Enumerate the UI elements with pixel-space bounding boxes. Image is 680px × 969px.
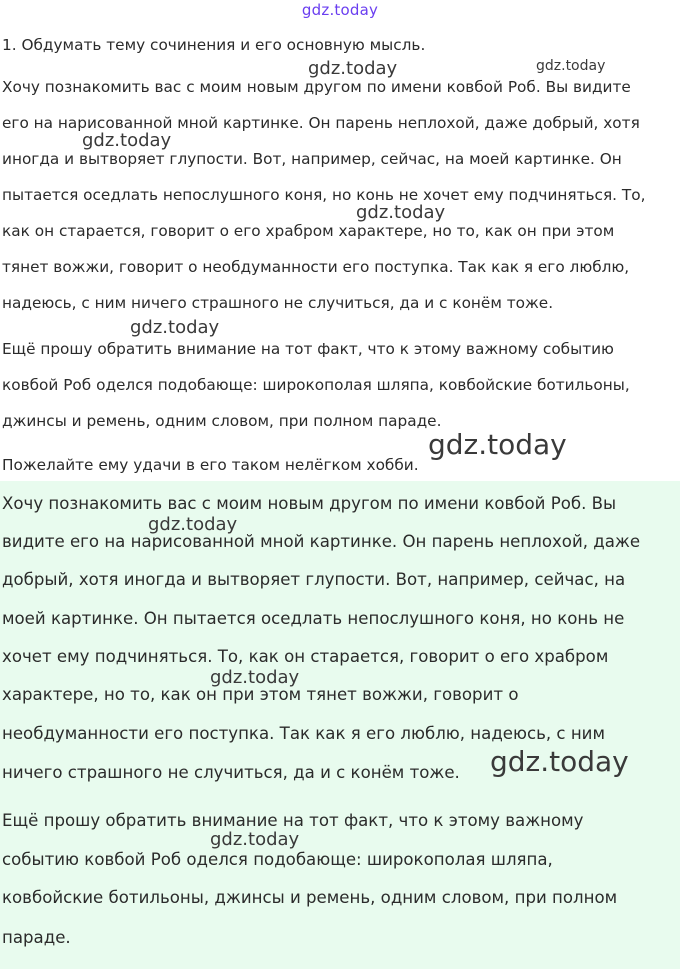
task-line: джинсы и ремень, одним словом, при полном параде.	[2, 412, 442, 430]
watermark: gdz.today	[428, 428, 567, 461]
task-line: надеюсь, с ним ничего страшного не случиться, да и с конём тоже.	[2, 294, 554, 312]
task-line: как он старается, говорит о его храбром характере, но то, как он при этом	[2, 222, 615, 240]
site-watermark-header: gdz.today	[301, 1, 379, 19]
solution-line: необдуманности его поступка. Так как я его люблю, надеюсь, с ним	[2, 724, 605, 743]
watermark: gdz.today	[490, 745, 629, 778]
watermark: gdz.today	[210, 667, 300, 688]
watermark: gdz.today	[130, 317, 220, 338]
task-line: иногда и вытворяет глупости. Вот, например, сейчас, на моей картинке. Он	[2, 150, 622, 168]
watermark: gdz.today	[536, 58, 606, 74]
watermark: gdz.today	[82, 130, 172, 151]
task-line: тянет вожжи, говорит о необдуманности его поступка. Так как я его люблю,	[2, 258, 630, 276]
watermark: gdz.today	[308, 58, 398, 79]
task-line: его на нарисованной мной картинке. Он парень неплохой, даже добрый, хотя	[2, 114, 640, 132]
solution-line: Ещё прошу обратить внимание на тот факт, что к этому важному	[2, 811, 584, 830]
task-line: ковбой Роб оделся подобающе: широкополая шляпа, ковбойские ботильоны,	[2, 376, 630, 394]
task-heading: 1. Обдумать тему сочинения и его основную мысль.	[2, 36, 426, 54]
solution-line: параде.	[2, 928, 71, 947]
solution-line: добрый, хотя иногда и вытворяет глупости. Вот, например, сейчас, на	[2, 570, 626, 589]
solution-line: хочет ему подчиняться. То, как он старается, говорит о его храбром	[2, 647, 609, 666]
solution-line: событию ковбой Роб оделся подобающе: широкополая шляпа,	[2, 850, 553, 869]
task-line: пытается оседлать непослушного коня, но конь не хочет ему подчиняться. То,	[2, 186, 646, 204]
solution-line: характере, но то, как он при этом тянет вожжи, говорит о	[2, 685, 519, 704]
task-line: Хочу познакомить вас с моим новым другом по имени ковбой Роб. Вы видите	[2, 78, 631, 96]
task-line: Ещё прошу обратить внимание на тот факт, что к этому важному событию	[2, 340, 614, 358]
solution-line: Хочу познакомить вас с моим новым другом по имени ковбой Роб. Вы	[2, 494, 617, 513]
watermark: gdz.today	[356, 202, 446, 223]
solution-block	[0, 481, 680, 969]
watermark: gdz.today	[210, 829, 300, 850]
solution-line: видите его на нарисованной мной картинке. Он парень неплохой, даже	[2, 532, 641, 551]
solution-line: ковбойские ботильоны, джинсы и ремень, одним словом, при полном	[2, 888, 618, 907]
watermark: gdz.today	[148, 514, 238, 535]
solution-line: ничего страшного не случиться, да и с конём тоже.	[2, 763, 460, 782]
solution-line: моей картинке. Он пытается оседлать непослушного коня, но конь не	[2, 609, 625, 628]
task-line: Пожелайте ему удачи в его таком нелёгком хобби.	[2, 456, 419, 474]
